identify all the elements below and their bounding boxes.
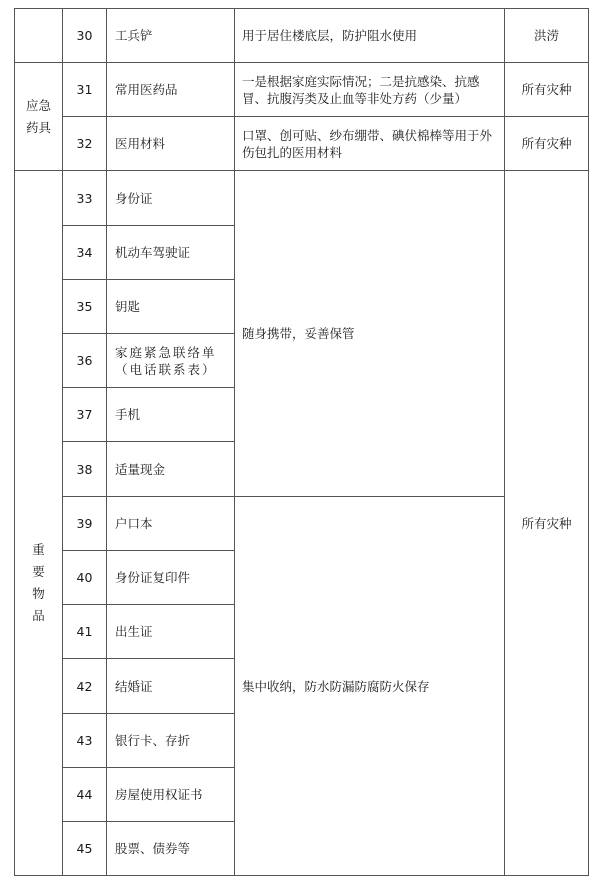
- row-number: 44: [63, 768, 107, 822]
- category-label-line: 要: [32, 564, 45, 579]
- item-description: 用于居住楼底层，防护阻水使用: [235, 9, 505, 63]
- table-row: [15, 171, 589, 226]
- item-name: 身份证: [107, 171, 235, 226]
- row-number: 45: [63, 822, 107, 876]
- item-name: 手机: [107, 388, 235, 442]
- row-number: 39: [63, 497, 107, 551]
- category-label-line: 物: [32, 586, 45, 601]
- row-number: 35: [63, 280, 107, 334]
- item-name: 结婚证: [107, 659, 235, 714]
- supplies-table: [14, 8, 589, 876]
- row-number: 42: [63, 659, 107, 714]
- item-name: 房屋使用权证书: [107, 768, 235, 822]
- row-number: 33: [63, 171, 107, 226]
- table-row: [15, 117, 589, 171]
- row-number: 37: [63, 388, 107, 442]
- category-emergency-medical: [15, 63, 63, 171]
- category-label-line: 品: [32, 608, 45, 623]
- row-number: 41: [63, 605, 107, 659]
- item-name: 家庭紧急联络单（电话联系表）: [107, 334, 235, 388]
- row-number: 43: [63, 714, 107, 768]
- table-row: [15, 9, 589, 63]
- item-name: 机动车驾驶证: [107, 226, 235, 280]
- category-label-line: 应急: [25, 97, 51, 113]
- category-label-line: 重: [32, 542, 45, 557]
- row-number: 40: [63, 551, 107, 605]
- item-description: 口罩、创可贴、纱布绷带、碘伏棉棒等用于外伤包扎的医用材料: [235, 117, 505, 171]
- item-name: 户口本: [107, 497, 235, 551]
- item-name: 股票、债券等: [107, 822, 235, 876]
- row-number: 30: [63, 9, 107, 63]
- item-name: 适量现金: [107, 442, 235, 497]
- disaster-type: 所有灾种: [505, 117, 589, 171]
- item-name: 医用材料: [107, 117, 235, 171]
- item-name: 出生证: [107, 605, 235, 659]
- row-number: 34: [63, 226, 107, 280]
- item-name: 身份证复印件: [107, 551, 235, 605]
- row-number: 32: [63, 117, 107, 171]
- table-row: [15, 63, 589, 117]
- item-name: 钥匙: [107, 280, 235, 334]
- category-label-line: 药具: [25, 119, 51, 135]
- item-name: 常用医药品: [107, 63, 235, 117]
- table-row: [15, 497, 589, 551]
- group-disaster-type: 所有灾种: [505, 171, 589, 876]
- disaster-type: 所有灾种: [505, 63, 589, 117]
- row-number: 31: [63, 63, 107, 117]
- category-important-items: [15, 171, 63, 876]
- item-description: 一是根据家庭实际情况；二是抗感染、抗感冒、抗腹泻类及止血等非处方药（少量）: [235, 63, 505, 117]
- row-number: 38: [63, 442, 107, 497]
- group-description-store: 集中收纳，防水防漏防腐防火保存: [235, 497, 505, 876]
- item-name: 银行卡、存折: [107, 714, 235, 768]
- disaster-type: 洪涝: [505, 9, 589, 63]
- category-cell-empty: [15, 9, 63, 63]
- item-name: 工兵铲: [107, 9, 235, 63]
- row-number: 36: [63, 334, 107, 388]
- group-description-carry: 随身携带，妥善保管: [235, 171, 505, 497]
